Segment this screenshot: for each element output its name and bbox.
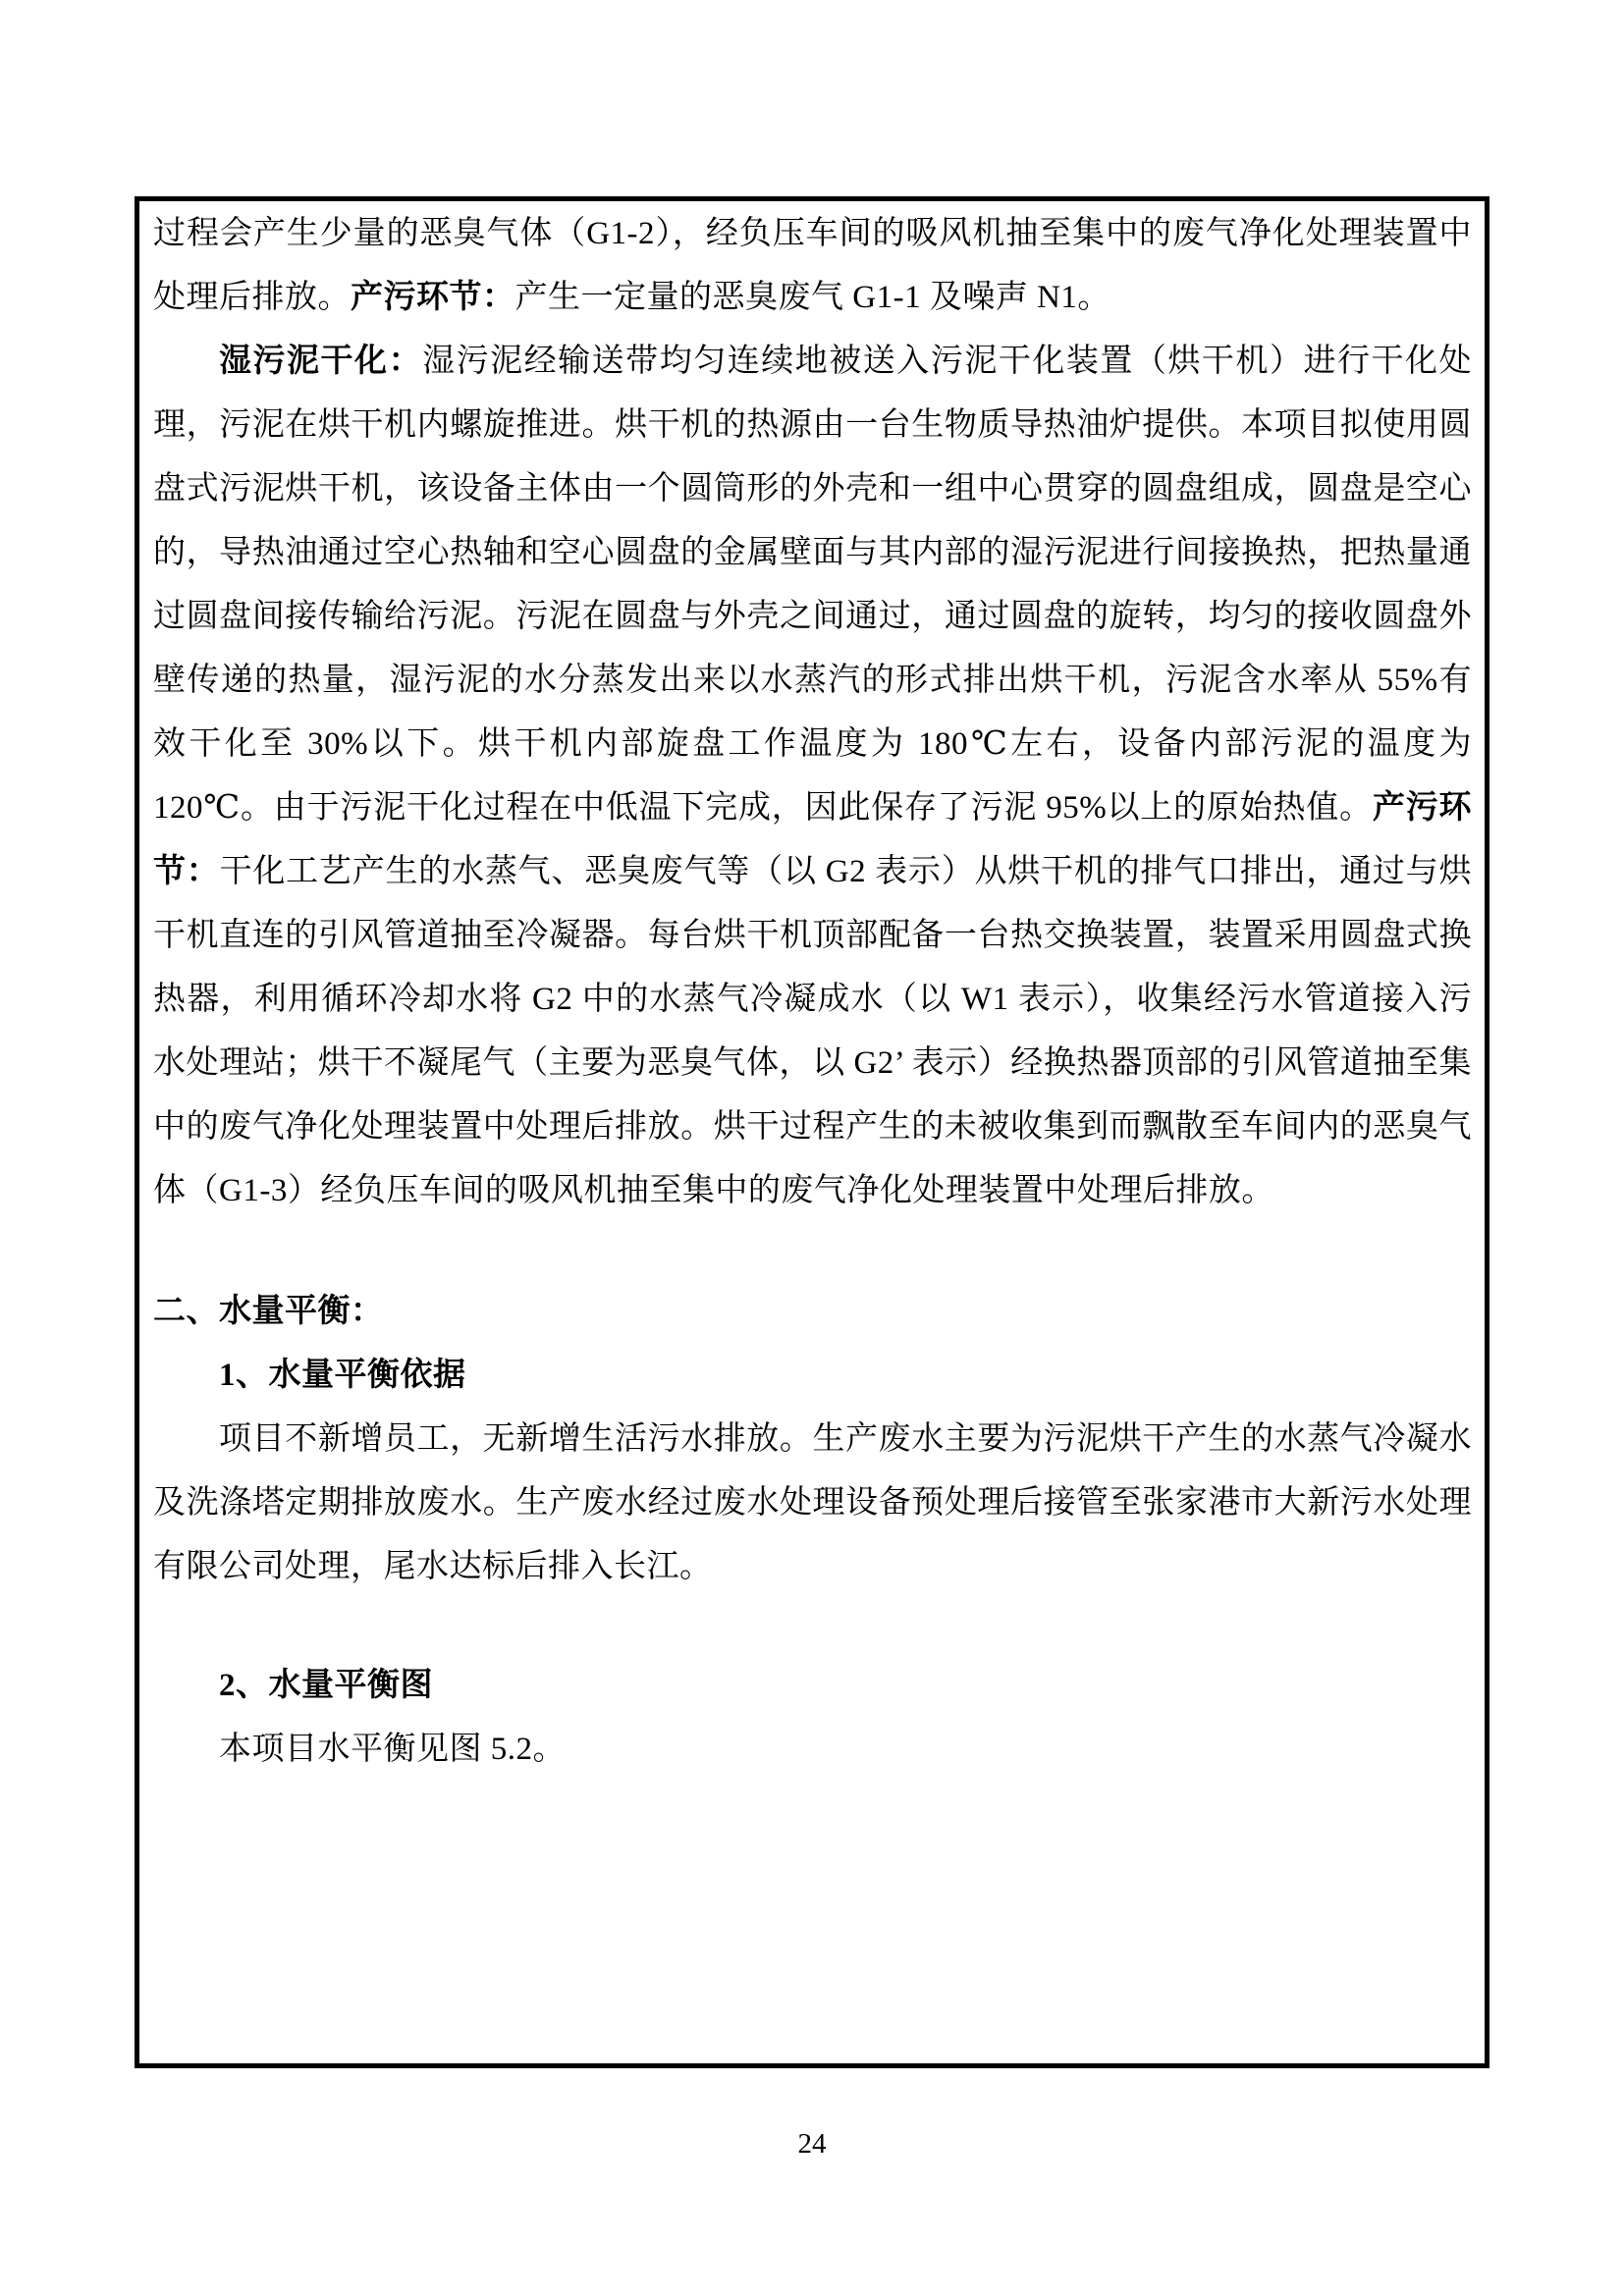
pollution-stage-label: 产污环节： [153,790,1473,889]
section-heading-water-balance: 二、水量平衡： [153,1294,384,1329]
paragraph-odor-gas-continuation [153,202,1472,330]
page-number: 24 [797,2128,827,2160]
paragraph-text: 过程会产生少量的恶臭气体（G1-2），经负压车间的吸风机抽至集中的废气净化处理装置中处理后排放。 [153,216,1472,315]
subsection-heading-water-balance-basis: 1、水量平衡依据 [219,1358,466,1393]
paragraph-water-balance-basis: 项目不新增员工，无新增生活污水排放。生产废水主要为污泥烘干产生的水蒸气冷凝水及洗涤塔定期排放废水。生产废水经过废水处理设备预处理后接管至张家港市大新污水处理有限公司处理，尾水达标后排入长江。 [153,1421,1472,1584]
subsection-heading-water-balance-diagram: 2、水量平衡图 [219,1668,433,1703]
bordered-text-frame [135,196,1489,2068]
paragraph-text: 干化工艺产生的水蒸气、恶臭废气等（以 G2 表示）从烘干机的排气口排出，通过与烘干机直连的引风管道抽至冷凝器。每台烘干机顶部配备一台热交换装置，装置采用圆盘式换热器，利用循环冷却水将 G2 中的水蒸气冷凝成水（以 W1 表示），收集经污水管道接入污水处理站；烘干不凝尾气（主要为恶臭气体，以 G2’ 表示）经换热器顶部的引风管道抽至集中的废气净化处理装置中处理后排放。烘干过程产生的未被收集到而飘散至车间内的恶臭气体（G1-3）经负压车间的吸风机抽至集中的废气净化处理装置中处理后排放。 [153,854,1472,1208]
paragraph-wet-sludge-drying [153,330,1472,1223]
wet-sludge-drying-label: 湿污泥干化： [219,344,423,379]
paragraph-text: 产生一定量的恶臭废气 G1-1 及噪声 N1。 [514,280,1110,315]
paragraph-text: 湿污泥经输送带均匀连续地被送入污泥干化装置（烘干机）进行干化处理，污泥在烘干机内螺旋推进。烘干机的热源由一台生物质导热油炉提供。本项目拟使用圆盘式污泥烘干机，该设备主体由一个圆筒形的外壳和一组中心贯穿的圆盘组成，圆盘是空心的，导热油通过空心热轴和空心圆盘的金属壁面与其内部的湿污泥进行间接换热，把热量通过圆盘间接传输给污泥。污泥在圆盘与外壳之间通过，通过圆盘的旋转，均匀的接收圆盘外壁传递的热量，湿污泥的水分蒸发出来以水蒸汽的形式排出烘干机，污泥含水率从 55%有效干化至 30%以下。烘干机内部旋盘工作温度为 180℃左右，设备内部污泥的温度为 120℃。由于污泥干化过程在中低温下完成，因此保存了污泥 95%以上的原始热值。 [153,344,1473,826]
pollution-stage-label: 产污环节： [351,280,515,315]
paragraph-water-balance-diagram-ref: 本项目水平衡见图 5.2。 [219,1732,566,1767]
